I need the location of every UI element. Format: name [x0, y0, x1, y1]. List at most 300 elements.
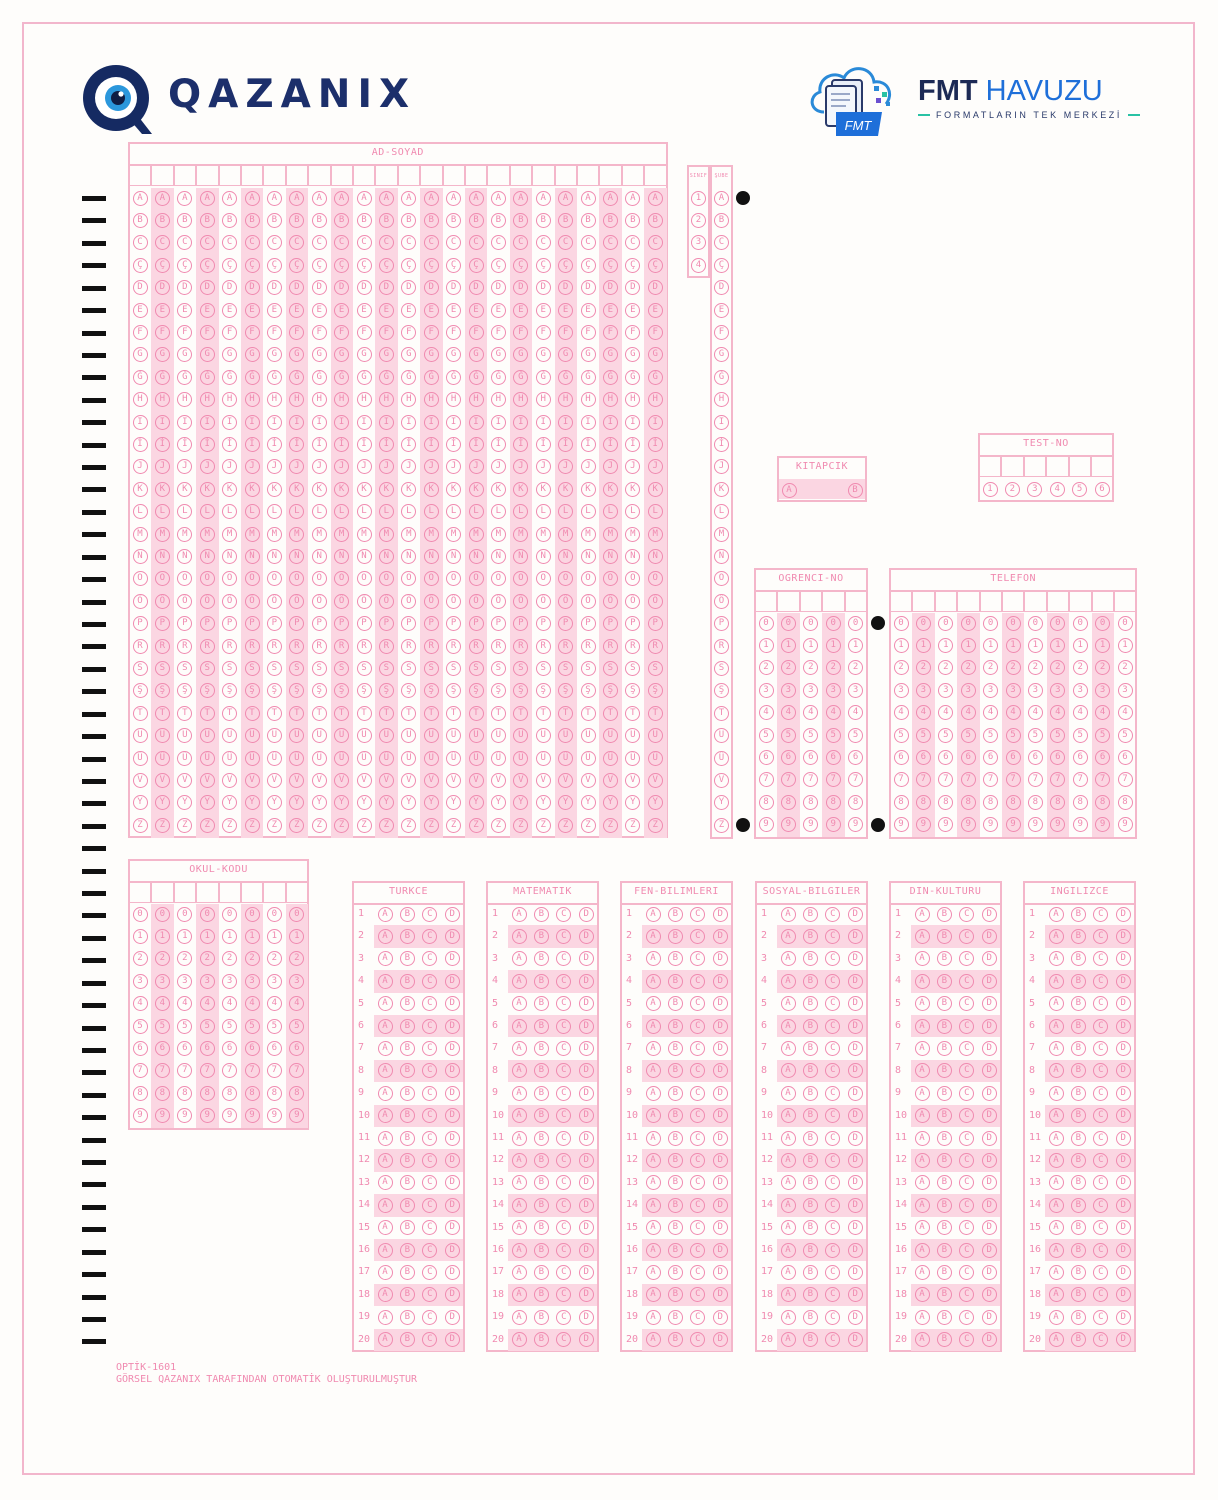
ad-soyad-bubble[interactable]: Ş [245, 683, 260, 698]
telefon-bubble[interactable]: 5 [1028, 728, 1043, 743]
telefon-bubble[interactable]: 1 [1050, 638, 1065, 653]
answer-bubble[interactable]: A [1049, 1243, 1064, 1258]
answer-bubble[interactable]: B [937, 929, 952, 944]
ad-soyad-bubble[interactable]: A [491, 191, 506, 206]
ad-soyad-bubble[interactable]: G [312, 347, 327, 362]
ad-soyad-bubble[interactable]: N [558, 549, 573, 564]
ad-soyad-bubble[interactable]: U [312, 728, 327, 743]
okul-kodu-bubble[interactable]: 2 [200, 951, 215, 966]
answer-bubble[interactable]: B [534, 1041, 549, 1056]
answer-bubble[interactable]: A [781, 1220, 796, 1235]
ad-soyad-bubble[interactable]: V [312, 773, 327, 788]
ad-soyad-bubble[interactable]: Ü [603, 751, 618, 766]
okul-kodu-bubble[interactable]: 1 [289, 929, 304, 944]
answer-bubble[interactable]: A [1049, 1332, 1064, 1347]
answer-bubble[interactable]: D [982, 1287, 997, 1302]
answer-bubble[interactable]: A [512, 1310, 527, 1325]
answer-bubble[interactable]: A [646, 951, 661, 966]
ad-soyad-bubble[interactable]: F [222, 325, 237, 340]
ad-soyad-bubble[interactable]: G [469, 347, 484, 362]
ad-soyad-bubble[interactable]: F [491, 325, 506, 340]
answer-bubble[interactable]: A [915, 1198, 930, 1213]
ad-soyad-bubble[interactable]: H [625, 392, 640, 407]
ad-soyad-bubble[interactable]: K [222, 482, 237, 497]
ad-soyad-bubble[interactable]: Ü [558, 751, 573, 766]
ad-soyad-bubble[interactable]: Ö [334, 594, 349, 609]
answer-bubble[interactable]: D [713, 1063, 728, 1078]
ad-soyad-bubble[interactable]: I [648, 415, 663, 430]
test-no-bubble[interactable]: 4 [1050, 482, 1065, 497]
ad-soyad-bubble[interactable]: P [648, 616, 663, 631]
answer-bubble[interactable]: A [646, 1332, 661, 1347]
ogrenci-no-bubble[interactable]: 5 [781, 728, 796, 743]
ad-soyad-bubble[interactable]: D [401, 280, 416, 295]
ad-soyad-bubble[interactable]: O [581, 571, 596, 586]
ad-soyad-bubble[interactable]: U [200, 728, 215, 743]
ad-soyad-bubble[interactable]: L [401, 504, 416, 519]
answer-bubble[interactable]: C [690, 1175, 705, 1190]
ad-soyad-bubble[interactable]: V [469, 773, 484, 788]
okul-kodu-bubble[interactable]: 1 [200, 929, 215, 944]
ad-soyad-bubble[interactable]: J [334, 459, 349, 474]
ad-soyad-bubble[interactable]: Z [581, 818, 596, 833]
ad-soyad-bubble[interactable]: G [245, 347, 260, 362]
ad-soyad-bubble[interactable]: D [177, 280, 192, 295]
ad-soyad-bubble[interactable]: V [558, 773, 573, 788]
ad-soyad-bubble[interactable]: Ö [222, 594, 237, 609]
ad-soyad-bubble[interactable]: G [200, 347, 215, 362]
answer-bubble[interactable]: C [690, 1131, 705, 1146]
answer-bubble[interactable]: A [781, 1086, 796, 1101]
ad-soyad-bubble[interactable]: L [334, 504, 349, 519]
answer-bubble[interactable]: D [982, 1265, 997, 1280]
answer-bubble[interactable]: D [848, 1086, 863, 1101]
answer-bubble[interactable]: D [982, 929, 997, 944]
answer-bubble[interactable]: D [848, 1198, 863, 1213]
ad-soyad-bubble[interactable]: N [401, 549, 416, 564]
ogrenci-no-bubble[interactable]: 7 [803, 772, 818, 787]
okul-kodu-bubble[interactable]: 1 [155, 929, 170, 944]
answer-bubble[interactable]: C [1093, 1175, 1108, 1190]
ad-soyad-bubble[interactable]: Z [222, 818, 237, 833]
ad-soyad-bubble[interactable]: Ö [357, 594, 372, 609]
ad-soyad-bubble[interactable]: Ğ [312, 370, 327, 385]
ad-soyad-bubble[interactable]: P [177, 616, 192, 631]
ad-soyad-bubble[interactable]: V [245, 773, 260, 788]
ogrenci-no-bubble[interactable]: 7 [781, 772, 796, 787]
ad-soyad-bubble[interactable]: C [625, 235, 640, 250]
ad-soyad-bubble[interactable]: Y [648, 795, 663, 810]
ad-soyad-bubble[interactable]: F [424, 325, 439, 340]
ad-soyad-bubble[interactable]: P [446, 616, 461, 631]
answer-bubble[interactable]: A [378, 1220, 393, 1235]
answer-bubble[interactable]: B [534, 1153, 549, 1168]
answer-bubble[interactable]: B [400, 1198, 415, 1213]
ad-soyad-bubble[interactable]: I [379, 415, 394, 430]
answer-bubble[interactable]: B [937, 1310, 952, 1325]
ogrenci-no-bubble[interactable]: 0 [759, 616, 774, 631]
ogrenci-no-bubble[interactable]: 8 [848, 795, 863, 810]
answer-bubble[interactable]: D [579, 1198, 594, 1213]
answer-bubble[interactable]: D [445, 1332, 460, 1347]
ad-soyad-bubble[interactable]: B [379, 213, 394, 228]
answer-bubble[interactable]: B [400, 929, 415, 944]
telefon-bubble[interactable]: 1 [1028, 638, 1043, 653]
telefon-bubble[interactable]: 4 [983, 705, 998, 720]
ad-soyad-bubble[interactable]: O [648, 571, 663, 586]
telefon-bubble[interactable]: 5 [938, 728, 953, 743]
ad-soyad-bubble[interactable]: T [289, 706, 304, 721]
answer-bubble[interactable]: C [422, 929, 437, 944]
answer-bubble[interactable]: C [690, 996, 705, 1011]
answer-bubble[interactable]: D [1116, 1198, 1131, 1213]
answer-bubble[interactable]: C [422, 1153, 437, 1168]
answer-bubble[interactable]: A [1049, 929, 1064, 944]
answer-bubble[interactable]: A [378, 1310, 393, 1325]
ad-soyad-bubble[interactable]: M [536, 527, 551, 542]
ad-soyad-bubble[interactable]: H [245, 392, 260, 407]
telefon-bubble[interactable]: 0 [1028, 616, 1043, 631]
answer-bubble[interactable]: C [1093, 1198, 1108, 1213]
ad-soyad-bubble[interactable]: E [469, 303, 484, 318]
ad-soyad-bubble[interactable]: U [155, 728, 170, 743]
ad-soyad-bubble[interactable]: Ş [603, 683, 618, 698]
ad-soyad-bubble[interactable]: O [222, 571, 237, 586]
ad-soyad-bubble[interactable]: M [267, 527, 282, 542]
ad-soyad-bubble[interactable]: Ş [469, 683, 484, 698]
ad-soyad-bubble[interactable]: L [133, 504, 148, 519]
answer-bubble[interactable]: B [1071, 907, 1086, 922]
okul-kodu-bubble[interactable]: 5 [222, 1019, 237, 1034]
answer-bubble[interactable]: D [1116, 1131, 1131, 1146]
answer-bubble[interactable]: B [668, 1153, 683, 1168]
telefon-bubble[interactable]: 6 [1095, 750, 1110, 765]
ad-soyad-bubble[interactable]: Ö [536, 594, 551, 609]
ad-soyad-bubble[interactable]: G [334, 347, 349, 362]
telefon-bubble[interactable]: 3 [961, 683, 976, 698]
ogrenci-no-bubble[interactable]: 9 [826, 817, 841, 832]
ad-soyad-bubble[interactable]: L [312, 504, 327, 519]
telefon-bubble[interactable]: 4 [1073, 705, 1088, 720]
ad-soyad-bubble[interactable]: U [379, 728, 394, 743]
answer-bubble[interactable]: A [781, 907, 796, 922]
ad-soyad-bubble[interactable]: E [357, 303, 372, 318]
ad-soyad-bubble[interactable]: B [200, 213, 215, 228]
ogrenci-no-bubble[interactable]: 0 [781, 616, 796, 631]
answer-bubble[interactable]: A [646, 1019, 661, 1034]
sube-bubble[interactable]: O [714, 571, 729, 586]
ad-soyad-bubble[interactable]: K [513, 482, 528, 497]
sube-bubble[interactable]: Y [714, 795, 729, 810]
telefon-bubble[interactable]: 9 [1118, 817, 1133, 832]
ad-soyad-bubble[interactable]: İ [245, 437, 260, 452]
answer-bubble[interactable]: B [400, 1041, 415, 1056]
sube-bubble[interactable]: I [714, 415, 729, 430]
ad-soyad-bubble[interactable]: P [581, 616, 596, 631]
ad-soyad-bubble[interactable]: S [603, 661, 618, 676]
ad-soyad-bubble[interactable]: T [222, 706, 237, 721]
ad-soyad-bubble[interactable]: O [155, 571, 170, 586]
answer-bubble[interactable]: B [1071, 929, 1086, 944]
ad-soyad-bubble[interactable]: O [334, 571, 349, 586]
ad-soyad-bubble[interactable]: Y [446, 795, 461, 810]
ad-soyad-bubble[interactable]: Ş [267, 683, 282, 698]
answer-bubble[interactable]: B [1071, 1265, 1086, 1280]
ad-soyad-bubble[interactable]: F [469, 325, 484, 340]
answer-bubble[interactable]: D [445, 929, 460, 944]
sube-bubble[interactable]: S [714, 661, 729, 676]
ad-soyad-bubble[interactable]: K [245, 482, 260, 497]
ad-soyad-bubble[interactable]: Ğ [245, 370, 260, 385]
answer-bubble[interactable]: D [1116, 1220, 1131, 1235]
answer-bubble[interactable]: D [848, 1131, 863, 1146]
ad-soyad-bubble[interactable]: C [648, 235, 663, 250]
answer-bubble[interactable]: A [1049, 1175, 1064, 1190]
okul-kodu-bubble[interactable]: 4 [267, 996, 282, 1011]
ad-soyad-bubble[interactable]: M [558, 527, 573, 542]
okul-kodu-bubble[interactable]: 0 [245, 907, 260, 922]
answer-bubble[interactable]: A [1049, 1131, 1064, 1146]
ad-soyad-bubble[interactable]: V [379, 773, 394, 788]
answer-bubble[interactable]: C [422, 996, 437, 1011]
okul-kodu-bubble[interactable]: 0 [267, 907, 282, 922]
answer-bubble[interactable]: D [445, 1019, 460, 1034]
answer-bubble[interactable]: B [937, 996, 952, 1011]
okul-kodu-bubble[interactable]: 6 [267, 1041, 282, 1056]
answer-bubble[interactable]: B [534, 1310, 549, 1325]
ad-soyad-bubble[interactable]: K [446, 482, 461, 497]
telefon-bubble[interactable]: 3 [938, 683, 953, 698]
ad-soyad-bubble[interactable]: D [513, 280, 528, 295]
test-no-bubble[interactable]: 6 [1095, 482, 1110, 497]
ad-soyad-bubble[interactable]: U [357, 728, 372, 743]
ad-soyad-bubble[interactable]: J [267, 459, 282, 474]
answer-bubble[interactable]: A [512, 907, 527, 922]
answer-bubble[interactable]: B [803, 996, 818, 1011]
answer-bubble[interactable]: B [400, 1332, 415, 1347]
ad-soyad-bubble[interactable]: L [536, 504, 551, 519]
answer-bubble[interactable]: C [422, 1310, 437, 1325]
ad-soyad-bubble[interactable]: C [267, 235, 282, 250]
ad-soyad-bubble[interactable]: L [155, 504, 170, 519]
answer-bubble[interactable]: C [690, 929, 705, 944]
ad-soyad-bubble[interactable]: V [200, 773, 215, 788]
ad-soyad-bubble[interactable]: A [446, 191, 461, 206]
ad-soyad-bubble[interactable]: Y [222, 795, 237, 810]
ogrenci-no-bubble[interactable]: 2 [759, 660, 774, 675]
answer-bubble[interactable]: A [646, 1063, 661, 1078]
answer-bubble[interactable]: C [1093, 1131, 1108, 1146]
ad-soyad-bubble[interactable]: K [536, 482, 551, 497]
ad-soyad-bubble[interactable]: D [424, 280, 439, 295]
ogrenci-no-bubble[interactable]: 6 [803, 750, 818, 765]
answer-bubble[interactable]: C [556, 1220, 571, 1235]
ad-soyad-bubble[interactable]: Ö [379, 594, 394, 609]
answer-bubble[interactable]: A [512, 1220, 527, 1235]
answer-bubble[interactable]: D [982, 1153, 997, 1168]
okul-kodu-bubble[interactable]: 2 [155, 951, 170, 966]
ad-soyad-bubble[interactable]: K [334, 482, 349, 497]
telefon-bubble[interactable]: 1 [1006, 638, 1021, 653]
okul-kodu-bubble[interactable]: 2 [177, 951, 192, 966]
ogrenci-no-bubble[interactable]: 5 [803, 728, 818, 743]
answer-bubble[interactable]: B [803, 951, 818, 966]
answer-bubble[interactable]: A [781, 1287, 796, 1302]
ad-soyad-bubble[interactable]: Z [357, 818, 372, 833]
answer-bubble[interactable]: C [1093, 1287, 1108, 1302]
ad-soyad-bubble[interactable]: Y [603, 795, 618, 810]
ad-soyad-bubble[interactable]: J [648, 459, 663, 474]
ad-soyad-bubble[interactable]: T [177, 706, 192, 721]
answer-bubble[interactable]: D [579, 1243, 594, 1258]
ad-soyad-bubble[interactable]: Ş [379, 683, 394, 698]
telefon-bubble[interactable]: 5 [983, 728, 998, 743]
answer-bubble[interactable]: A [1049, 1041, 1064, 1056]
answer-bubble[interactable]: B [1071, 974, 1086, 989]
sube-bubble[interactable]: İ [714, 437, 729, 452]
telefon-bubble[interactable]: 3 [1050, 683, 1065, 698]
okul-kodu-bubble[interactable]: 6 [177, 1041, 192, 1056]
answer-bubble[interactable]: D [1116, 1265, 1131, 1280]
ad-soyad-bubble[interactable]: D [446, 280, 461, 295]
ad-soyad-bubble[interactable]: K [581, 482, 596, 497]
ad-soyad-bubble[interactable]: V [289, 773, 304, 788]
ad-soyad-bubble[interactable]: F [558, 325, 573, 340]
ad-soyad-bubble[interactable]: L [625, 504, 640, 519]
answer-bubble[interactable]: A [512, 1086, 527, 1101]
telefon-bubble[interactable]: 5 [1050, 728, 1065, 743]
ad-soyad-bubble[interactable]: F [625, 325, 640, 340]
answer-bubble[interactable]: D [1116, 1243, 1131, 1258]
ad-soyad-bubble[interactable]: P [222, 616, 237, 631]
answer-bubble[interactable]: D [848, 974, 863, 989]
ad-soyad-bubble[interactable]: Y [289, 795, 304, 810]
answer-bubble[interactable]: D [848, 1332, 863, 1347]
ad-soyad-bubble[interactable]: F [648, 325, 663, 340]
okul-kodu-bubble[interactable]: 0 [289, 907, 304, 922]
answer-bubble[interactable]: A [646, 929, 661, 944]
telefon-bubble[interactable]: 0 [1006, 616, 1021, 631]
answer-bubble[interactable]: D [445, 1041, 460, 1056]
telefon-bubble[interactable]: 8 [938, 795, 953, 810]
ad-soyad-bubble[interactable]: S [491, 661, 506, 676]
ad-soyad-bubble[interactable]: E [155, 303, 170, 318]
ad-soyad-bubble[interactable]: H [312, 392, 327, 407]
answer-bubble[interactable]: C [1093, 1332, 1108, 1347]
ad-soyad-bubble[interactable]: H [536, 392, 551, 407]
answer-bubble[interactable]: B [400, 951, 415, 966]
ad-soyad-bubble[interactable]: U [401, 728, 416, 743]
answer-bubble[interactable]: C [422, 1108, 437, 1123]
ad-soyad-bubble[interactable]: U [424, 728, 439, 743]
telefon-bubble[interactable]: 5 [1073, 728, 1088, 743]
answer-bubble[interactable]: B [937, 1220, 952, 1235]
ad-soyad-bubble[interactable]: E [625, 303, 640, 318]
ad-soyad-bubble[interactable]: İ [401, 437, 416, 452]
answer-bubble[interactable]: B [668, 1310, 683, 1325]
answer-bubble[interactable]: C [556, 1041, 571, 1056]
ad-soyad-bubble[interactable]: N [155, 549, 170, 564]
ad-soyad-bubble[interactable]: Ç [603, 258, 618, 273]
ad-soyad-bubble[interactable]: İ [289, 437, 304, 452]
ad-soyad-bubble[interactable]: S [334, 661, 349, 676]
ad-soyad-bubble[interactable]: C [558, 235, 573, 250]
answer-bubble[interactable]: C [1093, 1243, 1108, 1258]
answer-bubble[interactable]: B [1071, 1243, 1086, 1258]
ad-soyad-bubble[interactable]: Z [334, 818, 349, 833]
ad-soyad-bubble[interactable]: J [133, 459, 148, 474]
ad-soyad-bubble[interactable]: A [536, 191, 551, 206]
ad-soyad-bubble[interactable]: H [469, 392, 484, 407]
okul-kodu-bubble[interactable]: 9 [245, 1108, 260, 1123]
ad-soyad-bubble[interactable]: R [289, 639, 304, 654]
ad-soyad-bubble[interactable]: Ç [334, 258, 349, 273]
answer-bubble[interactable]: B [668, 1108, 683, 1123]
ad-soyad-bubble[interactable]: Ğ [155, 370, 170, 385]
ogrenci-no-bubble[interactable]: 4 [781, 705, 796, 720]
answer-bubble[interactable]: D [982, 1220, 997, 1235]
telefon-bubble[interactable]: 9 [1095, 817, 1110, 832]
ad-soyad-bubble[interactable]: U [558, 728, 573, 743]
answer-bubble[interactable]: B [937, 951, 952, 966]
ad-soyad-bubble[interactable]: E [379, 303, 394, 318]
answer-bubble[interactable]: D [445, 1063, 460, 1078]
answer-bubble[interactable]: D [579, 1332, 594, 1347]
answer-bubble[interactable]: B [803, 1041, 818, 1056]
ad-soyad-bubble[interactable]: C [491, 235, 506, 250]
answer-bubble[interactable]: A [915, 1310, 930, 1325]
ogrenci-no-bubble[interactable]: 3 [826, 683, 841, 698]
ad-soyad-bubble[interactable]: Ü [648, 751, 663, 766]
ad-soyad-bubble[interactable]: O [312, 571, 327, 586]
sube-bubble[interactable]: N [714, 549, 729, 564]
ad-soyad-bubble[interactable]: E [133, 303, 148, 318]
answer-bubble[interactable]: C [690, 1243, 705, 1258]
answer-bubble[interactable]: A [378, 1198, 393, 1213]
answer-bubble[interactable]: D [579, 907, 594, 922]
ogrenci-no-bubble[interactable]: 7 [759, 772, 774, 787]
ad-soyad-bubble[interactable]: P [469, 616, 484, 631]
answer-bubble[interactable]: B [1071, 996, 1086, 1011]
ad-soyad-bubble[interactable]: D [222, 280, 237, 295]
okul-kodu-bubble[interactable]: 8 [177, 1086, 192, 1101]
ad-soyad-bubble[interactable]: A [267, 191, 282, 206]
ad-soyad-bubble[interactable]: C [446, 235, 461, 250]
ad-soyad-bubble[interactable]: M [357, 527, 372, 542]
okul-kodu-bubble[interactable]: 1 [267, 929, 282, 944]
answer-bubble[interactable]: B [803, 1310, 818, 1325]
ad-soyad-bubble[interactable]: Y [401, 795, 416, 810]
answer-bubble[interactable]: A [512, 1063, 527, 1078]
telefon-bubble[interactable]: 2 [961, 660, 976, 675]
ad-soyad-bubble[interactable]: T [312, 706, 327, 721]
ad-soyad-bubble[interactable]: E [558, 303, 573, 318]
ad-soyad-bubble[interactable]: C [133, 235, 148, 250]
ad-soyad-bubble[interactable]: A [245, 191, 260, 206]
answer-bubble[interactable]: A [1049, 951, 1064, 966]
okul-kodu-bubble[interactable]: 4 [289, 996, 304, 1011]
ad-soyad-bubble[interactable]: J [446, 459, 461, 474]
ad-soyad-bubble[interactable]: I [155, 415, 170, 430]
ad-soyad-bubble[interactable]: S [357, 661, 372, 676]
ogrenci-no-bubble[interactable]: 3 [848, 683, 863, 698]
sinif-bubble[interactable]: 3 [691, 235, 706, 250]
answer-bubble[interactable]: D [982, 1086, 997, 1101]
answer-bubble[interactable]: D [1116, 1108, 1131, 1123]
ad-soyad-bubble[interactable]: Ş [536, 683, 551, 698]
ad-soyad-bubble[interactable]: D [558, 280, 573, 295]
ad-soyad-bubble[interactable]: U [625, 728, 640, 743]
